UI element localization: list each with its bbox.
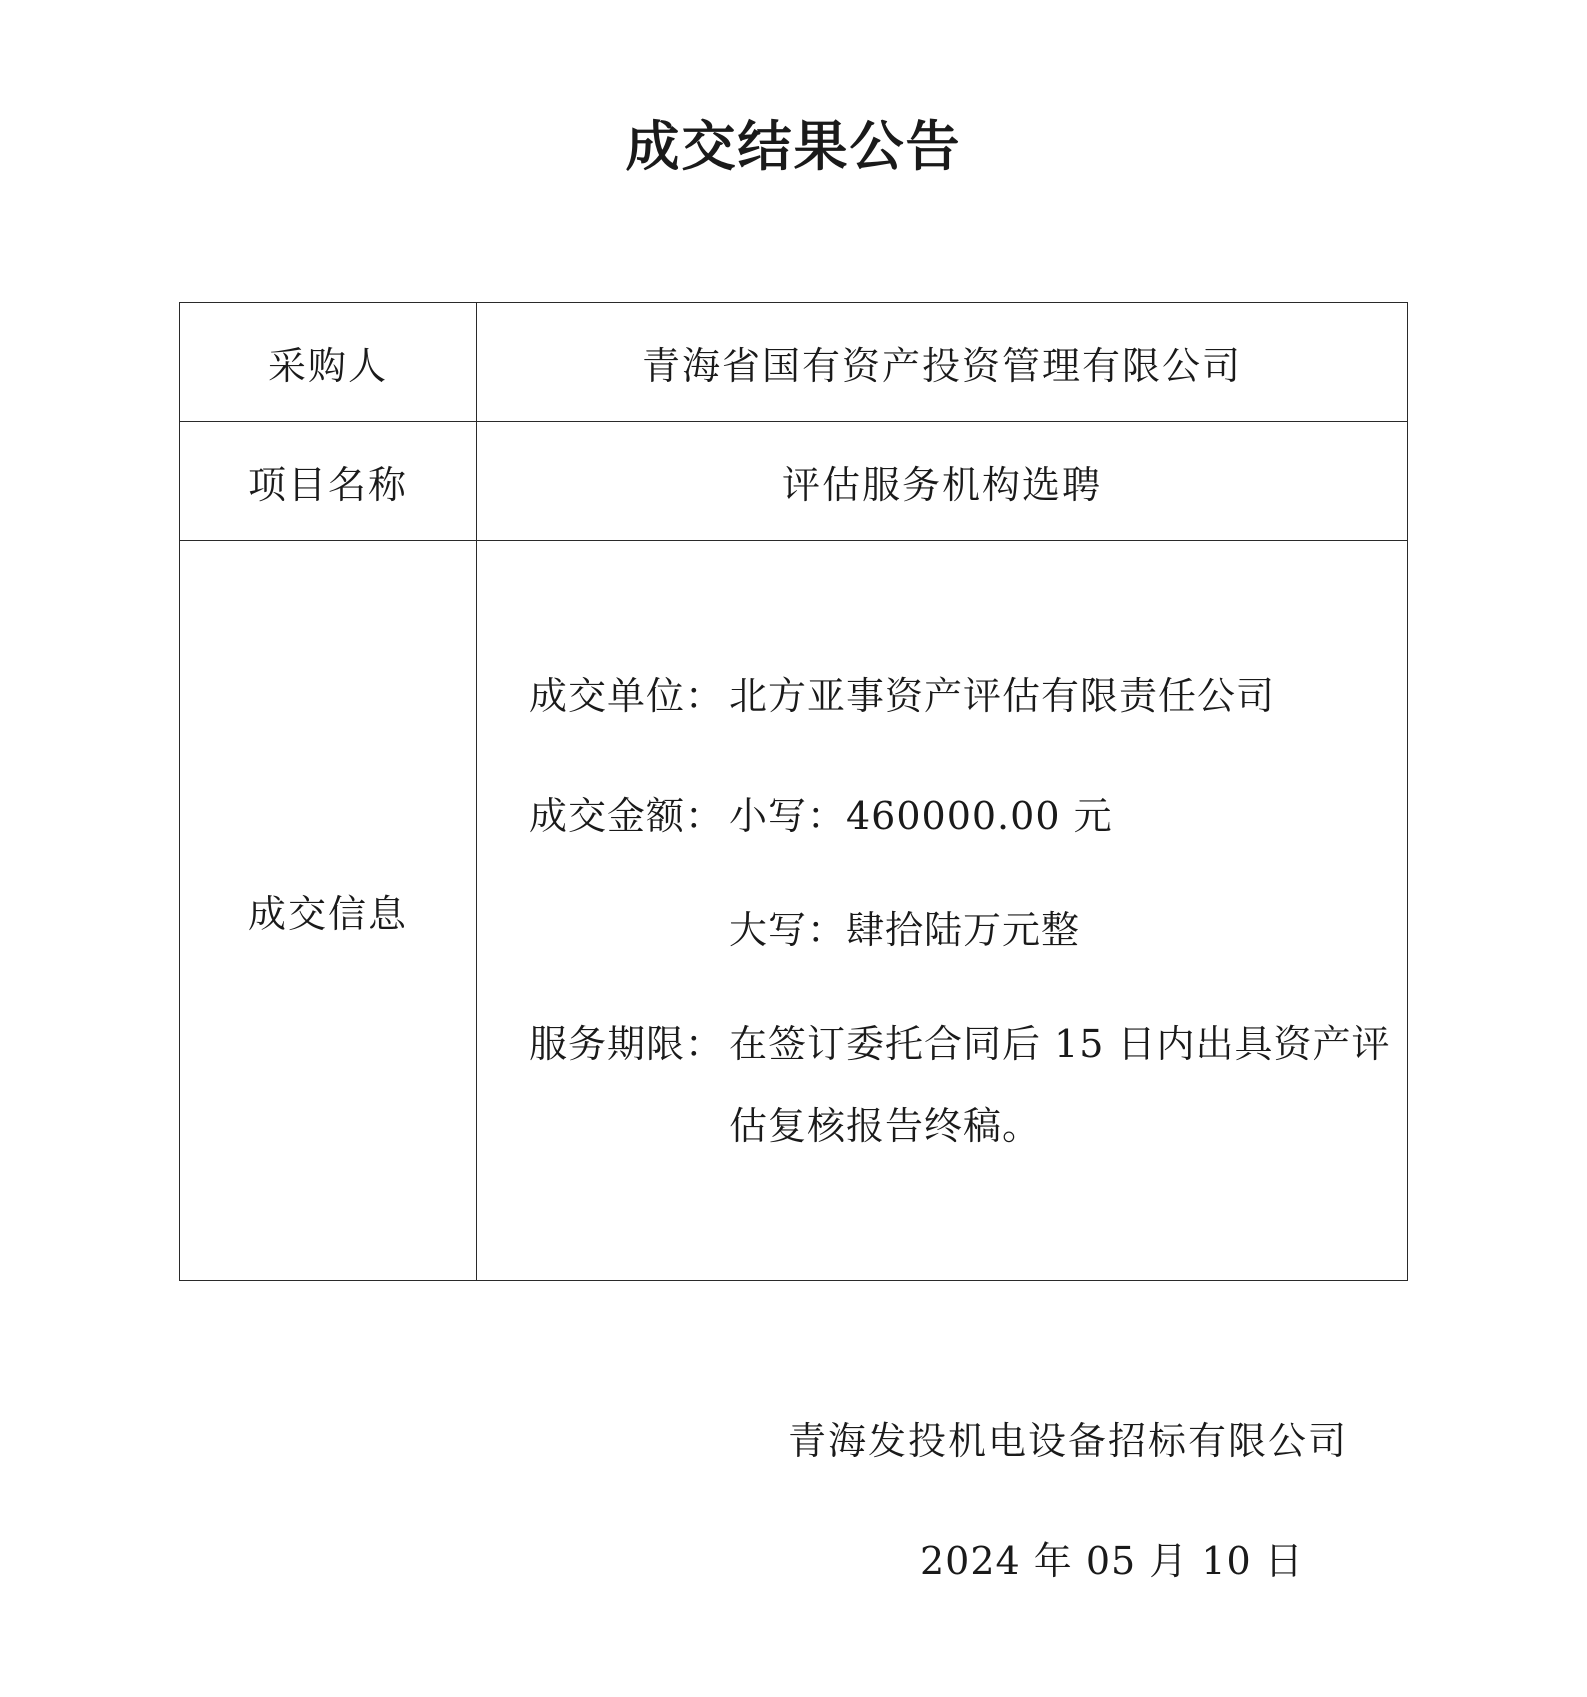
table-row-info xyxy=(180,541,1408,1281)
table-row-purchaser xyxy=(180,303,1408,422)
amount-line xyxy=(529,775,1391,857)
signature-company: 青海发投机电设备招标有限公司 xyxy=(788,1419,1349,1463)
page-title: 成交结果公告 xyxy=(625,114,962,178)
purchaser-label: 采购人 xyxy=(180,303,477,422)
period-line xyxy=(529,1003,1391,1167)
table-row-project xyxy=(180,422,1408,541)
amount-upper: 大写：肆拾陆万元整 xyxy=(729,907,1081,952)
winner-value: 北方亚事资产评估有限责任公司 xyxy=(729,673,1276,718)
info-cell xyxy=(477,541,1408,1281)
winner-key: 成交单位： xyxy=(529,673,725,718)
project-value: 评估服务机构选聘 xyxy=(477,422,1408,541)
amount-upper-line xyxy=(529,889,1391,971)
amount-lower: 小写：460000.00 元 xyxy=(729,793,1113,838)
period-key: 服务期限： xyxy=(529,1021,725,1066)
winner-line xyxy=(529,655,1391,737)
project-label: 项目名称 xyxy=(180,422,477,541)
result-table xyxy=(179,302,1408,1281)
amount-key: 成交金额： xyxy=(529,793,725,838)
info-label: 成交信息 xyxy=(180,541,477,1281)
signature-date: 2024 年 05 月 10 日 xyxy=(920,1539,1304,1583)
purchaser-value: 青海省国有资产投资管理有限公司 xyxy=(477,303,1408,422)
period-value: 在签订委托合同后 15 日内出具资产评估复核报告终稿。 xyxy=(729,1021,1391,1148)
info-block xyxy=(477,655,1407,1167)
